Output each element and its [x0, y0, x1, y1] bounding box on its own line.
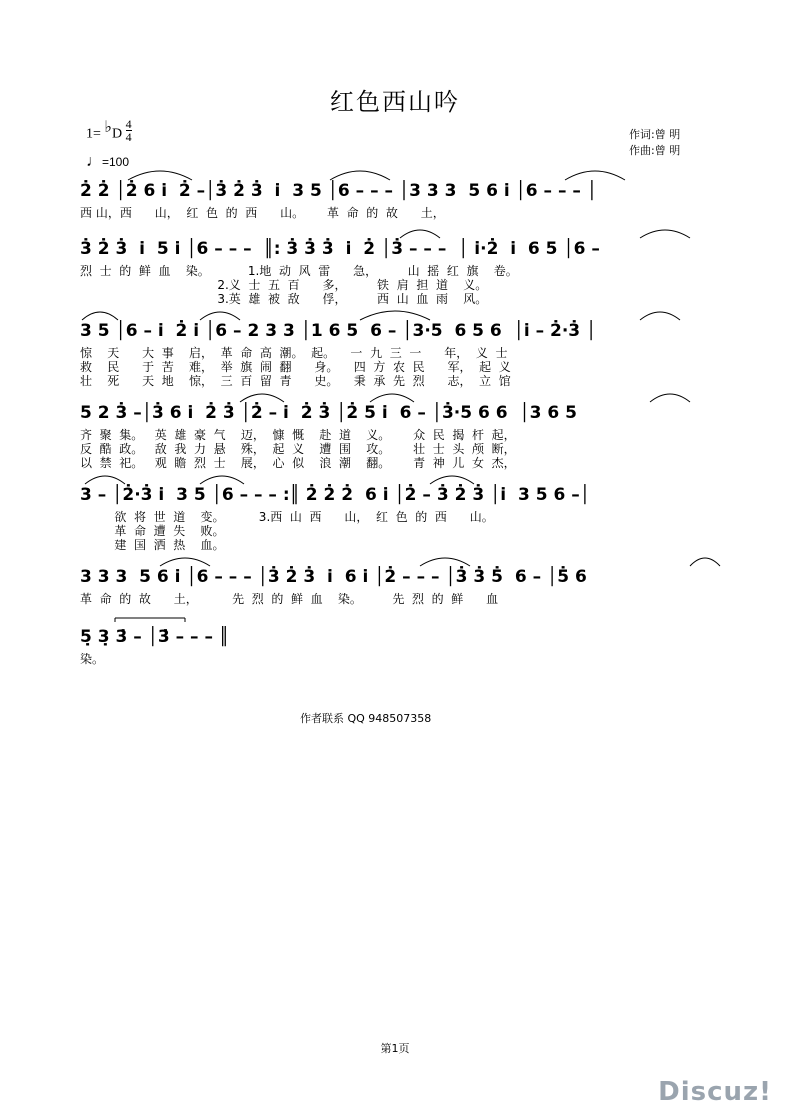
page-number: 第1页 [380, 1042, 410, 1055]
quarter-note-icon: ♩ [86, 153, 102, 170]
slur-marks [0, 470, 790, 484]
lyric-line: 染。 [80, 652, 105, 666]
notation-line: 3 3 3 5 6 i̇ │6 – – – │3̇ 2̇ 3̇ i̇ 6 i̇ │2̇ – – – │3̇ 3̇ 5̇ 6 – │5̇ 6 [80, 567, 587, 587]
lyric-line: 烈 士 的 鲜 血 染。 1.地 动 风 雷 急， 山 摇 红 旗 卷。 [80, 264, 518, 278]
notation-line: 3 – │2̇·3̇ i̇ 3 5 │6 – – – :║ 2̇ 2̇ 2̇ 6 i̇ │2̇ – 3̇ 2̇ 3̇ │i̇ 3 5 6 –│ [80, 485, 590, 505]
watermark-logo: Discuz! [658, 1077, 772, 1107]
key-prefix: 1= [86, 126, 101, 142]
lyric-line: 革 命 遭 失 败。 [80, 524, 225, 538]
slur-marks [0, 166, 790, 180]
notation-line: 5 2 3̇ –│3̇ 6 i̇ 2̇ 3̇ │2̇ – i̇ 2̇ 3̇ │2̇ 5 i̇ 6 – │3̇·5 6 6 │3 6 5 [80, 403, 577, 423]
slur-marks [0, 612, 790, 626]
slur-marks [0, 388, 790, 402]
lyric-line: 以 禁 祀。 观 瞻 烈 士 展， 心 似 浪 潮 翻。 青 神 儿 女 杰， [80, 456, 516, 470]
lyric-line: 西 山，西 山， 红 色 的 西 山。 革 命 的 故 土， [80, 206, 445, 220]
author-contact: 作者联系 QQ 948507358 [300, 712, 432, 725]
lyric-line: 齐 聚 集。 英 雄 豪 气 迈， 慷 慨 赴 道 义。 众 民 揭 杆 起， [80, 428, 516, 442]
slur-marks [0, 552, 790, 566]
notation-line: 3 5 │6 – i̇ 2̇ i̇ │6 – 2 3 3 │1 6 5 6 – │3·5 6 5 6 │i̇ – 2̇·3̇ │ [80, 321, 597, 341]
notation-line: 3̇ 2̇ 3̇ i̇ 5 i̇ │6 – – – ║: 3̇ 3̇ 3̇ i̇ 2̇ │3̇ – – – │ i̇·2̇ i̇ 6 5 │6 – [80, 239, 600, 259]
lyric-line: 3.英 雄 被 敌 俘， 西 山 血 雨 风。 [80, 292, 488, 306]
time-numerator: 4 [125, 117, 132, 131]
lyric-line: 反 酷 政。 敌 我 力 悬 殊， 起 义 遭 围 攻。 壮 士 头 颅 断， [80, 442, 516, 456]
flat-sign: ♭ [104, 118, 112, 136]
time-denominator: 4 [125, 130, 132, 144]
tempo-value: =100 [102, 155, 130, 169]
lyric-line: 建 国 洒 热 血。 [80, 538, 225, 552]
page-title: 红色西山吟 [330, 88, 460, 116]
lyric-line: 革 命 的 故 土， 先 烈 的 鲜 血 染。 先 烈 的 鲜 血 [80, 592, 499, 606]
slur-marks [0, 224, 790, 238]
lyric-line: 2.义 士 五 百 多， 铁 肩 担 道 义。 [80, 278, 488, 292]
lyricist-credit: 作词:曾 明 [629, 128, 681, 141]
lyric-line: 惊 天 大 事 启， 革 命 高 潮。 起。 一 九 三 一 年， 义 士 [80, 346, 508, 360]
lyric-line: 壮 死 天 地 惊， 三 百 留 青 史。 秉 承 先 烈 志， 立 馆 [80, 374, 511, 388]
key-signature [86, 117, 132, 147]
credits [629, 127, 680, 159]
slur-marks [0, 306, 790, 320]
lyric-line: 欲 将 世 道 变。 3.西 山 西 山， 红 色 的 西 山。 [80, 510, 494, 524]
lyric-line: 救 民 于 苦 难， 举 旗 闹 翻 身。 四 方 农 民 军， 起 义 [80, 360, 511, 374]
notation-line: 5̣ 3̣ 3̇ – │3̇ – – – ║ [80, 627, 230, 647]
notation-line: 2̇ 2̇ │2̇ 6 i̇ 2̇ –│3̇ 2̇ 3̇ i̇ 3 5 │6 – – – │3 3 3 5 6 i̇ │6 – – – │ [80, 181, 598, 201]
time-signature [126, 118, 132, 143]
key-letter: D [111, 126, 123, 142]
composer-credit: 作曲:曾 明 [629, 144, 681, 157]
